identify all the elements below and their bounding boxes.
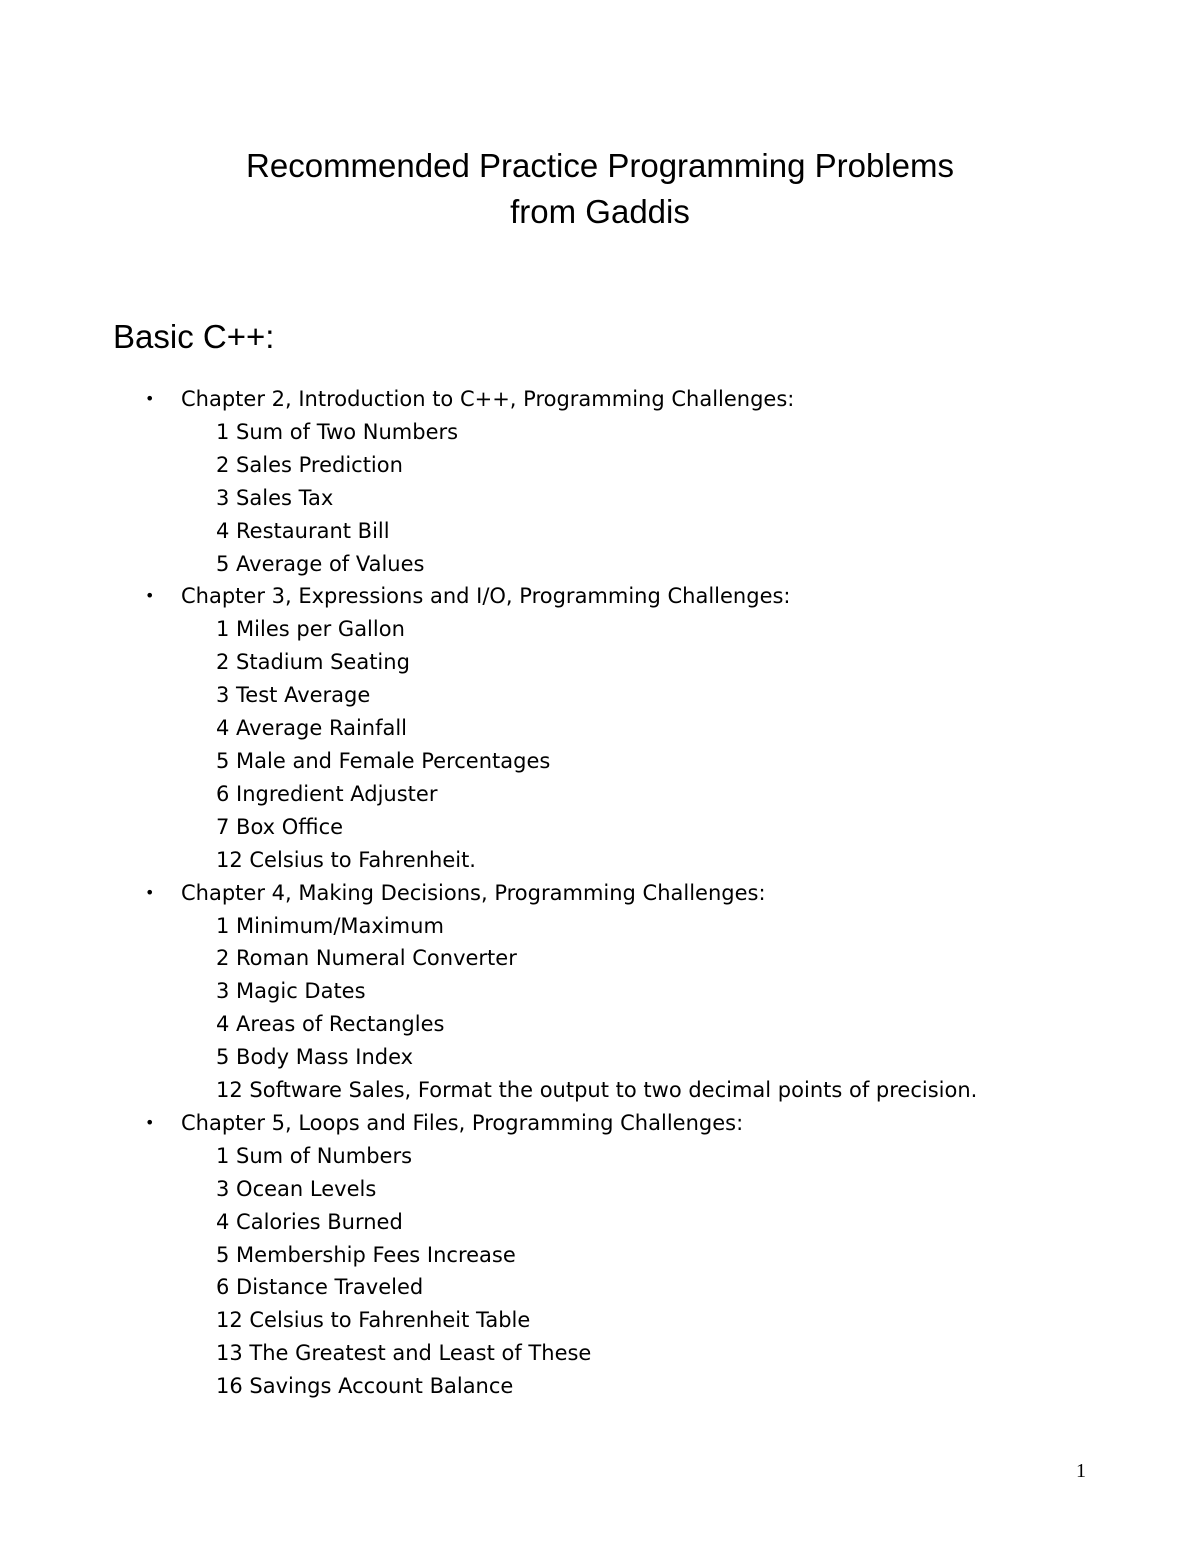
problem-item: 5 Body Mass Index xyxy=(216,1045,414,1070)
chapter-heading-text: Chapter 4, Making Decisions, Programming Challenges: xyxy=(181,880,766,905)
problem-item: 1 Minimum/Maximum xyxy=(216,913,444,938)
problem-item: 16 Savings Account Balance xyxy=(216,1374,514,1399)
problem-item: 12 Celsius to Fahrenheit. xyxy=(216,847,476,872)
chapter-heading-text: Chapter 5, Loops and Files, Programming Challenges: xyxy=(181,1110,744,1135)
problem-list xyxy=(0,910,1200,1107)
problem-item: 5 Membership Fees Increase xyxy=(216,1242,516,1267)
problem-item: 12 Celsius to Fahrenheit Table xyxy=(216,1308,531,1333)
chapter-heading xyxy=(0,1107,1200,1140)
problem-item: 6 Distance Traveled xyxy=(216,1275,424,1300)
problem-item: 1 Sum of Two Numbers xyxy=(216,419,459,444)
chapter-item xyxy=(0,383,1200,580)
problem-item: 12 Software Sales, Format the output to two decimal points of precision. xyxy=(216,1078,978,1103)
page-number: 1 xyxy=(1076,1460,1086,1482)
chapter-item xyxy=(0,1107,1200,1403)
problem-item: 1 Sum of Numbers xyxy=(216,1143,413,1168)
problem-list xyxy=(0,1140,1200,1403)
problem-list xyxy=(0,416,1200,581)
problem-item: 1 Miles per Gallon xyxy=(216,617,405,642)
problem-item: 2 Sales Prediction xyxy=(216,452,403,477)
bullet-glyph: • xyxy=(145,586,155,606)
problem-item: 4 Areas of Rectangles xyxy=(216,1012,445,1037)
section-heading-basic-cpp: Basic C++: xyxy=(113,318,275,355)
problem-item: 5 Average of Values xyxy=(216,551,425,576)
problem-item: 13 The Greatest and Least of These xyxy=(216,1341,592,1366)
problem-item: 3 Test Average xyxy=(216,683,371,708)
document-title-line-2: from Gaddis xyxy=(510,193,690,230)
bullet-glyph: • xyxy=(145,1112,155,1132)
problem-item: 5 Male and Female Percentages xyxy=(216,748,551,773)
chapter-heading xyxy=(0,580,1200,613)
problem-list xyxy=(0,613,1200,876)
problem-item: 3 Magic Dates xyxy=(216,979,366,1004)
problem-item: 2 Stadium Seating xyxy=(216,650,410,675)
chapter-heading-text: Chapter 2, Introduction to C++, Programming Challenges: xyxy=(181,387,795,411)
problem-item: 2 Roman Numeral Converter xyxy=(216,946,517,971)
problem-item: 3 Sales Tax xyxy=(216,485,334,510)
problem-item: 4 Restaurant Bill xyxy=(216,518,390,543)
bullet-glyph: • xyxy=(145,882,155,902)
chapter-heading xyxy=(0,383,1200,416)
problem-item: 4 Average Rainfall xyxy=(216,716,408,741)
problem-item: 3 Ocean Levels xyxy=(216,1176,377,1201)
chapter-list xyxy=(0,383,1200,1403)
bullet-glyph: • xyxy=(145,389,155,408)
problem-item: 4 Calories Burned xyxy=(216,1209,403,1234)
chapter-heading xyxy=(0,877,1200,910)
document-title-line-1: Recommended Practice Programming Problems xyxy=(246,147,954,184)
problem-item: 6 Ingredient Adjuster xyxy=(216,781,438,806)
chapter-item xyxy=(0,580,1200,876)
chapter-heading-text: Chapter 3, Expressions and I/O, Programming Challenges: xyxy=(181,584,791,609)
chapter-item xyxy=(0,877,1200,1107)
problem-item: 7 Box Office xyxy=(216,814,344,839)
document-title xyxy=(0,143,1200,235)
